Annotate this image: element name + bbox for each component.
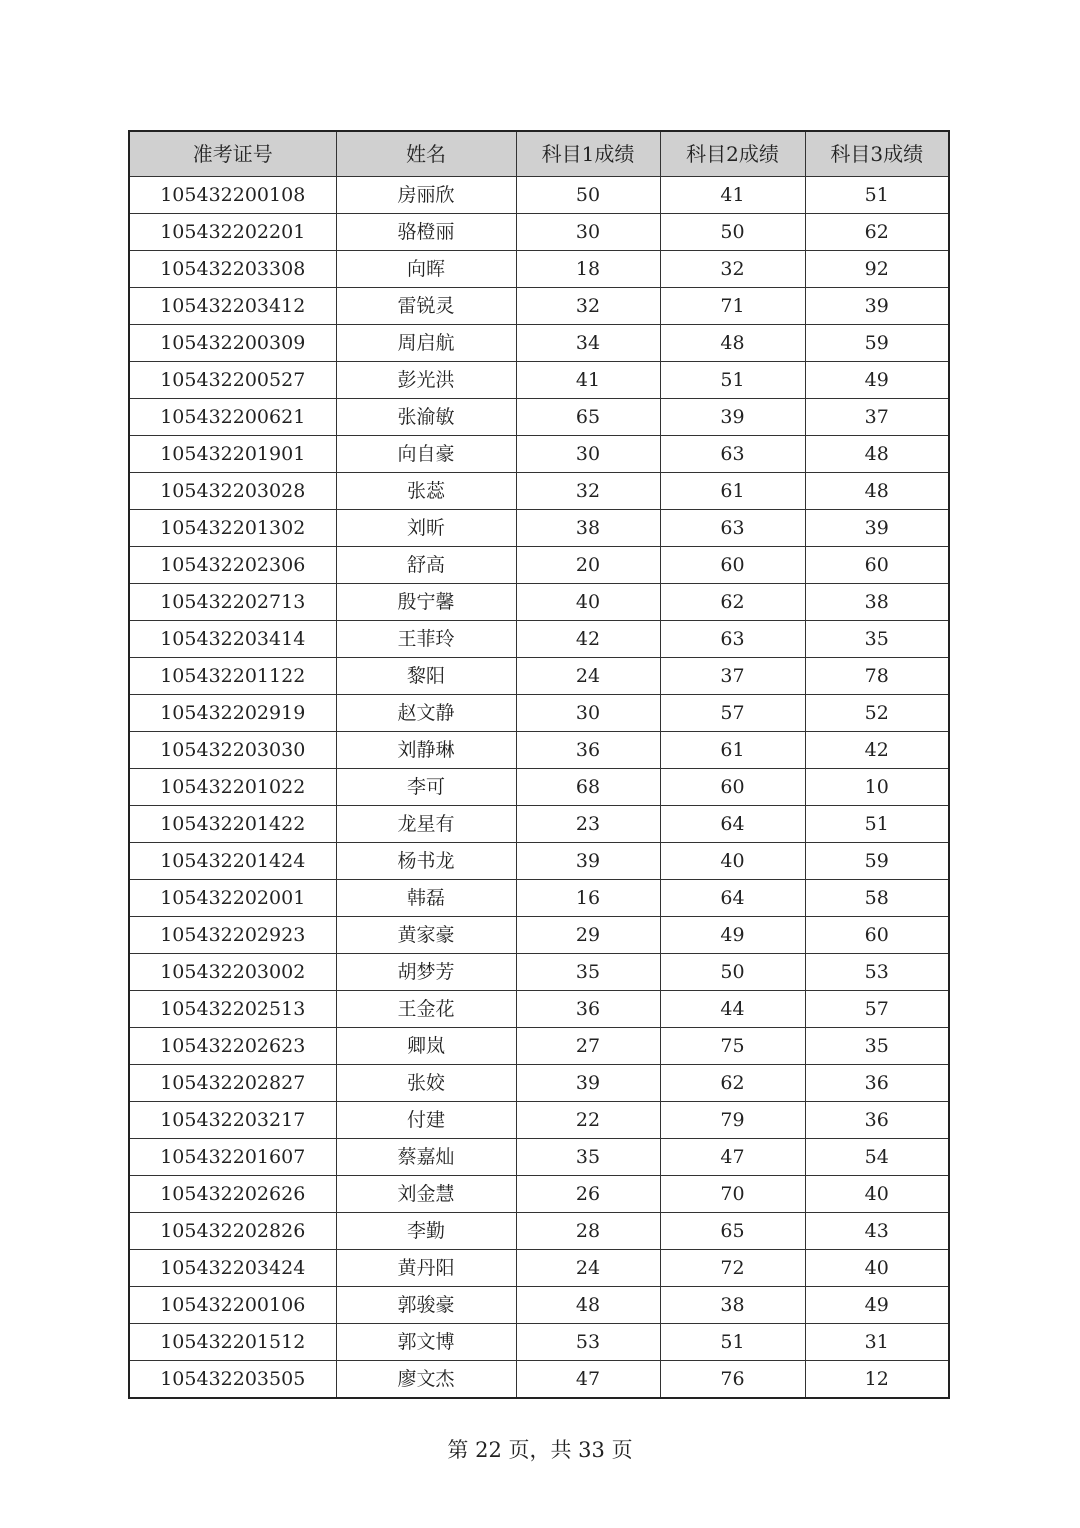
cell-exam-id: 105432203028 (129, 473, 336, 510)
cell-name: 郭文博 (336, 1324, 516, 1361)
cell-subject1-score: 39 (516, 843, 660, 880)
cell-subject3-score: 60 (805, 917, 949, 954)
cell-exam-id: 105432200621 (129, 399, 336, 436)
cell-subject2-score: 63 (660, 621, 805, 658)
cell-subject2-score: 51 (660, 362, 805, 399)
cell-exam-id: 105432201022 (129, 769, 336, 806)
table-row (129, 510, 949, 547)
table-row (129, 325, 949, 362)
cell-subject3-score: 48 (805, 436, 949, 473)
cell-subject2-score: 50 (660, 954, 805, 991)
cell-subject2-score: 40 (660, 843, 805, 880)
cell-name: 李勤 (336, 1213, 516, 1250)
cell-exam-id: 105432202626 (129, 1176, 336, 1213)
cell-exam-id: 105432200309 (129, 325, 336, 362)
table-row (129, 991, 949, 1028)
header-subject3-score: 科目3成绩 (805, 131, 949, 177)
cell-subject2-score: 62 (660, 1065, 805, 1102)
page-number: 第 22 页，共 33 页 (447, 1438, 633, 1462)
cell-subject1-score: 35 (516, 1139, 660, 1176)
cell-name: 黄家豪 (336, 917, 516, 954)
cell-subject2-score: 37 (660, 658, 805, 695)
cell-subject1-score: 42 (516, 621, 660, 658)
cell-subject3-score: 31 (805, 1324, 949, 1361)
cell-subject1-score: 32 (516, 288, 660, 325)
table-row (129, 917, 949, 954)
cell-subject1-score: 29 (516, 917, 660, 954)
cell-subject1-score: 36 (516, 732, 660, 769)
cell-name: 张渝敏 (336, 399, 516, 436)
cell-subject1-score: 27 (516, 1028, 660, 1065)
table-row (129, 1361, 949, 1399)
cell-subject2-score: 32 (660, 251, 805, 288)
cell-subject1-score: 48 (516, 1287, 660, 1324)
table-row (129, 954, 949, 991)
cell-subject1-score: 24 (516, 1250, 660, 1287)
cell-subject3-score: 43 (805, 1213, 949, 1250)
table-row (129, 843, 949, 880)
cell-name: 舒高 (336, 547, 516, 584)
cell-exam-id: 105432202001 (129, 880, 336, 917)
cell-subject2-score: 63 (660, 436, 805, 473)
table-row (129, 880, 949, 917)
cell-subject3-score: 37 (805, 399, 949, 436)
cell-subject3-score: 42 (805, 732, 949, 769)
cell-subject2-score: 61 (660, 473, 805, 510)
table-row (129, 621, 949, 658)
cell-name: 周启航 (336, 325, 516, 362)
cell-name: 胡梦芳 (336, 954, 516, 991)
cell-subject3-score: 48 (805, 473, 949, 510)
cell-subject1-score: 22 (516, 1102, 660, 1139)
table-row (129, 288, 949, 325)
cell-subject1-score: 38 (516, 510, 660, 547)
cell-subject2-score: 50 (660, 214, 805, 251)
table-row (129, 1287, 949, 1324)
cell-subject3-score: 57 (805, 991, 949, 1028)
cell-exam-id: 105432201122 (129, 658, 336, 695)
table-row (129, 251, 949, 288)
cell-subject3-score: 40 (805, 1176, 949, 1213)
cell-exam-id: 105432203424 (129, 1250, 336, 1287)
cell-subject2-score: 48 (660, 325, 805, 362)
cell-subject3-score: 49 (805, 362, 949, 399)
cell-subject3-score: 12 (805, 1361, 949, 1399)
cell-exam-id: 105432200527 (129, 362, 336, 399)
cell-subject2-score: 62 (660, 584, 805, 621)
cell-exam-id: 105432202713 (129, 584, 336, 621)
cell-subject3-score: 54 (805, 1139, 949, 1176)
cell-exam-id: 105432200106 (129, 1287, 336, 1324)
cell-subject1-score: 20 (516, 547, 660, 584)
cell-subject3-score: 92 (805, 251, 949, 288)
cell-subject1-score: 32 (516, 473, 660, 510)
cell-subject2-score: 61 (660, 732, 805, 769)
cell-subject3-score: 51 (805, 806, 949, 843)
cell-subject2-score: 60 (660, 769, 805, 806)
table-row (129, 1324, 949, 1361)
table-row (129, 473, 949, 510)
cell-subject3-score: 36 (805, 1102, 949, 1139)
cell-name: 向自豪 (336, 436, 516, 473)
table-row (129, 547, 949, 584)
cell-subject1-score: 30 (516, 695, 660, 732)
cell-name: 王菲玲 (336, 621, 516, 658)
header-exam-id: 准考证号 (129, 131, 336, 177)
cell-subject3-score: 58 (805, 880, 949, 917)
cell-exam-id: 105432202827 (129, 1065, 336, 1102)
cell-subject3-score: 51 (805, 177, 949, 214)
cell-exam-id: 105432200108 (129, 177, 336, 214)
cell-exam-id: 105432201424 (129, 843, 336, 880)
cell-subject3-score: 36 (805, 1065, 949, 1102)
cell-name: 张姣 (336, 1065, 516, 1102)
cell-exam-id: 105432203414 (129, 621, 336, 658)
cell-subject3-score: 39 (805, 288, 949, 325)
cell-name: 龙星有 (336, 806, 516, 843)
cell-subject2-score: 79 (660, 1102, 805, 1139)
cell-subject3-score: 52 (805, 695, 949, 732)
cell-name: 刘金慧 (336, 1176, 516, 1213)
cell-subject3-score: 40 (805, 1250, 949, 1287)
table-row (129, 214, 949, 251)
cell-exam-id: 105432202513 (129, 991, 336, 1028)
cell-name: 李可 (336, 769, 516, 806)
cell-name: 黎阳 (336, 658, 516, 695)
cell-subject1-score: 36 (516, 991, 660, 1028)
table-row (129, 177, 949, 214)
cell-subject1-score: 50 (516, 177, 660, 214)
cell-subject1-score: 41 (516, 362, 660, 399)
table-row (129, 806, 949, 843)
table-row (129, 1139, 949, 1176)
table-row (129, 584, 949, 621)
cell-exam-id: 105432201512 (129, 1324, 336, 1361)
cell-subject2-score: 44 (660, 991, 805, 1028)
cell-exam-id: 105432201607 (129, 1139, 336, 1176)
cell-subject1-score: 39 (516, 1065, 660, 1102)
cell-subject3-score: 62 (805, 214, 949, 251)
cell-exam-id: 105432202306 (129, 547, 336, 584)
table-row (129, 399, 949, 436)
cell-subject3-score: 59 (805, 325, 949, 362)
cell-exam-id: 105432203308 (129, 251, 336, 288)
cell-name: 付建 (336, 1102, 516, 1139)
table-row (129, 1102, 949, 1139)
cell-exam-id: 105432202923 (129, 917, 336, 954)
table-row (129, 1213, 949, 1250)
cell-name: 向晖 (336, 251, 516, 288)
table-row (129, 1065, 949, 1102)
cell-subject2-score: 75 (660, 1028, 805, 1065)
cell-subject1-score: 68 (516, 769, 660, 806)
cell-subject2-score: 51 (660, 1324, 805, 1361)
cell-exam-id: 105432202826 (129, 1213, 336, 1250)
cell-name: 蔡嘉灿 (336, 1139, 516, 1176)
cell-subject3-score: 59 (805, 843, 949, 880)
cell-name: 刘昕 (336, 510, 516, 547)
cell-subject2-score: 64 (660, 880, 805, 917)
cell-name: 房丽欣 (336, 177, 516, 214)
cell-name: 殷宁馨 (336, 584, 516, 621)
table-row (129, 362, 949, 399)
header-row (129, 131, 949, 177)
table-header (129, 131, 949, 177)
cell-exam-id: 105432202623 (129, 1028, 336, 1065)
cell-subject3-score: 35 (805, 621, 949, 658)
table-body (129, 177, 949, 1399)
header-subject2-score: 科目2成绩 (660, 131, 805, 177)
cell-subject3-score: 10 (805, 769, 949, 806)
cell-subject1-score: 30 (516, 214, 660, 251)
cell-subject1-score: 47 (516, 1361, 660, 1399)
cell-subject1-score: 28 (516, 1213, 660, 1250)
cell-subject2-score: 76 (660, 1361, 805, 1399)
cell-subject1-score: 16 (516, 880, 660, 917)
cell-subject1-score: 65 (516, 399, 660, 436)
cell-exam-id: 105432202201 (129, 214, 336, 251)
cell-exam-id: 105432202919 (129, 695, 336, 732)
cell-name: 彭光洪 (336, 362, 516, 399)
cell-subject1-score: 35 (516, 954, 660, 991)
cell-subject2-score: 41 (660, 177, 805, 214)
cell-name: 廖文杰 (336, 1361, 516, 1399)
cell-name: 韩磊 (336, 880, 516, 917)
cell-subject2-score: 72 (660, 1250, 805, 1287)
table-row (129, 1250, 949, 1287)
cell-subject1-score: 24 (516, 658, 660, 695)
table-row (129, 769, 949, 806)
cell-subject1-score: 34 (516, 325, 660, 362)
cell-subject1-score: 18 (516, 251, 660, 288)
cell-subject1-score: 26 (516, 1176, 660, 1213)
header-subject1-score: 科目1成绩 (516, 131, 660, 177)
table-row (129, 1028, 949, 1065)
cell-name: 黄丹阳 (336, 1250, 516, 1287)
cell-subject2-score: 65 (660, 1213, 805, 1250)
table-row (129, 732, 949, 769)
cell-subject2-score: 71 (660, 288, 805, 325)
cell-exam-id: 105432201302 (129, 510, 336, 547)
cell-subject2-score: 38 (660, 1287, 805, 1324)
cell-name: 王金花 (336, 991, 516, 1028)
cell-subject2-score: 57 (660, 695, 805, 732)
cell-subject3-score: 60 (805, 547, 949, 584)
cell-subject2-score: 63 (660, 510, 805, 547)
cell-subject3-score: 78 (805, 658, 949, 695)
table-row (129, 436, 949, 473)
cell-subject1-score: 30 (516, 436, 660, 473)
cell-exam-id: 105432201901 (129, 436, 336, 473)
cell-exam-id: 105432203412 (129, 288, 336, 325)
cell-subject1-score: 40 (516, 584, 660, 621)
table-row (129, 658, 949, 695)
header-name: 姓名 (336, 131, 516, 177)
cell-exam-id: 105432201422 (129, 806, 336, 843)
cell-name: 刘静琳 (336, 732, 516, 769)
cell-subject2-score: 70 (660, 1176, 805, 1213)
cell-subject2-score: 39 (660, 399, 805, 436)
cell-subject2-score: 64 (660, 806, 805, 843)
cell-exam-id: 105432203217 (129, 1102, 336, 1139)
cell-name: 张蕊 (336, 473, 516, 510)
table-row (129, 695, 949, 732)
cell-exam-id: 105432203002 (129, 954, 336, 991)
cell-subject2-score: 47 (660, 1139, 805, 1176)
table-row (129, 1176, 949, 1213)
cell-subject3-score: 38 (805, 584, 949, 621)
score-table (128, 130, 950, 1399)
cell-name: 郭骏豪 (336, 1287, 516, 1324)
cell-exam-id: 105432203030 (129, 732, 336, 769)
cell-subject1-score: 23 (516, 806, 660, 843)
cell-name: 杨书龙 (336, 843, 516, 880)
cell-subject3-score: 49 (805, 1287, 949, 1324)
cell-name: 雷锐灵 (336, 288, 516, 325)
cell-subject3-score: 35 (805, 1028, 949, 1065)
cell-subject3-score: 53 (805, 954, 949, 991)
cell-subject2-score: 49 (660, 917, 805, 954)
cell-subject2-score: 60 (660, 547, 805, 584)
cell-exam-id: 105432203505 (129, 1361, 336, 1399)
cell-name: 卿岚 (336, 1028, 516, 1065)
cell-name: 赵文静 (336, 695, 516, 732)
cell-name: 骆橙丽 (336, 214, 516, 251)
cell-subject1-score: 53 (516, 1324, 660, 1361)
cell-subject3-score: 39 (805, 510, 949, 547)
